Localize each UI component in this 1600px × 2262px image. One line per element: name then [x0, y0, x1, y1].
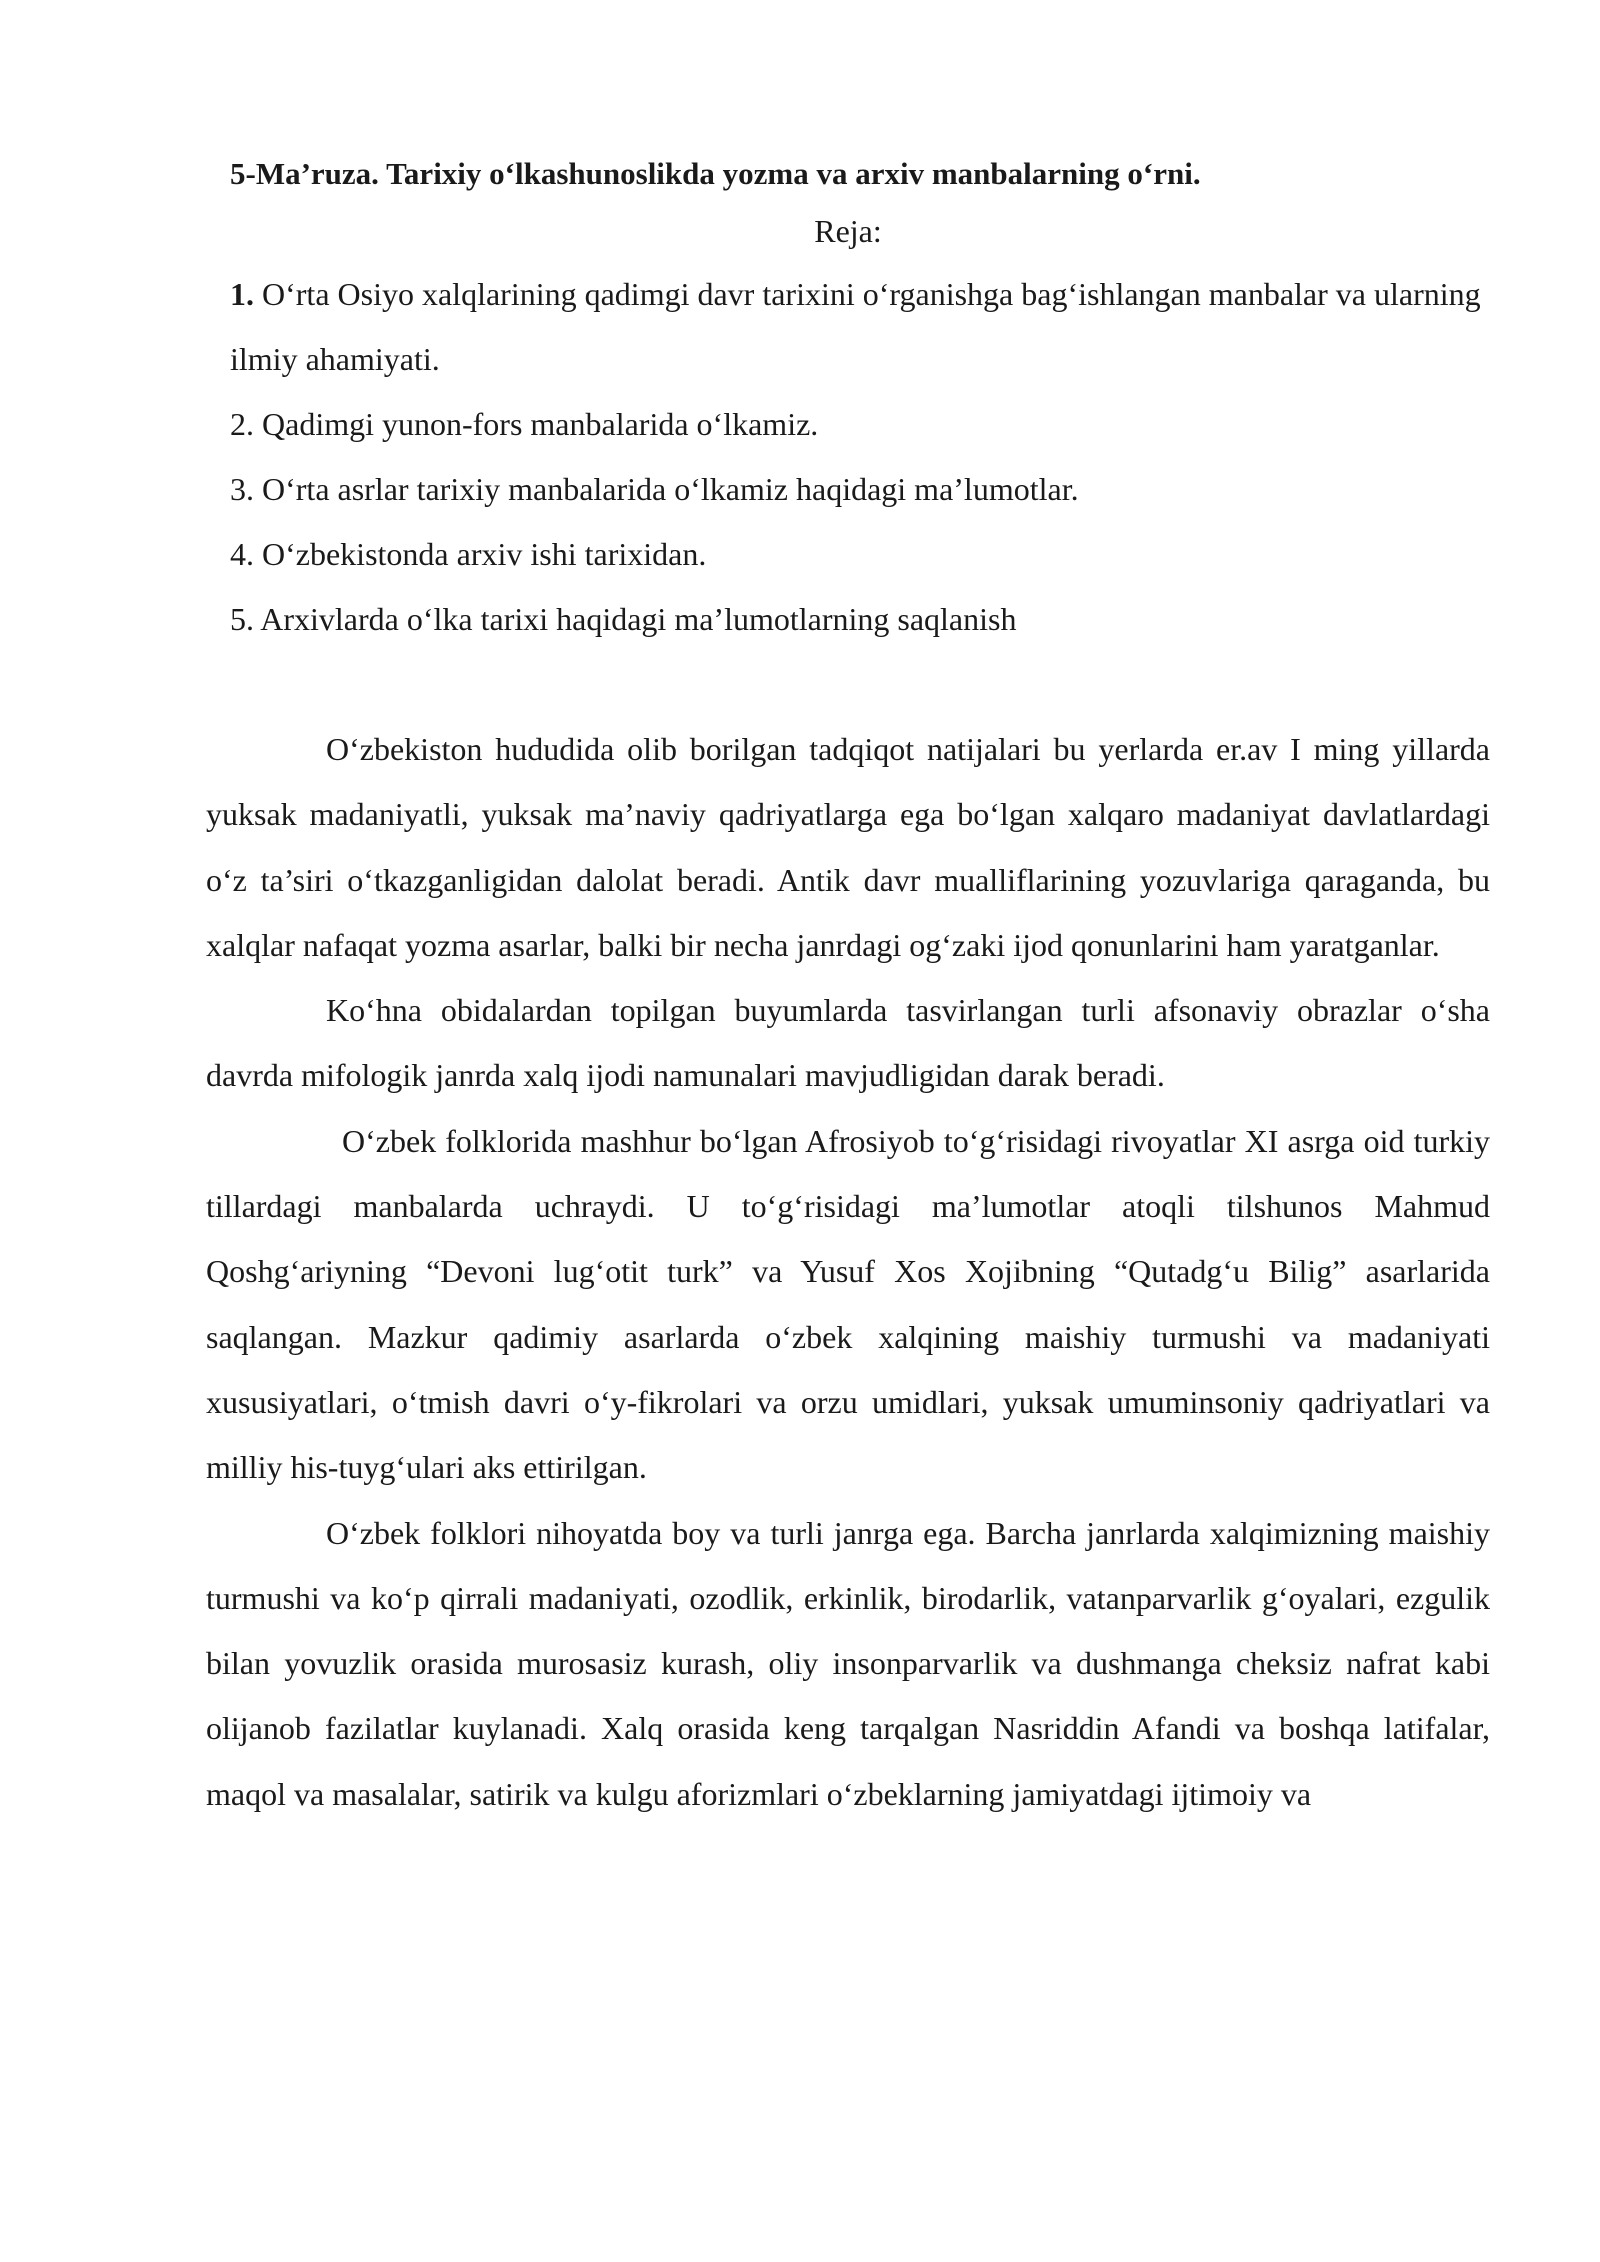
plan-item: [230, 457, 1490, 522]
plan-item-text: O‘rta Osiyo xalqlarining qadimgi davr tarixini o‘rganishga bag‘ishlangan manbalar va ularning ilmiy ahamiyati.: [230, 276, 1481, 377]
plan-item: [230, 522, 1490, 587]
body-paragraph: O‘zbekiston hududida olib borilgan tadqiqot natijalari bu yerlarda er.av I ming yillarda yuksak madaniyatli, yuksak ma’naviy qadriyatlarga ega bo‘lgan xalqaro madaniyat davlatlardagi o‘z ta’siri o‘tkazganligidan dalolat beradi. Antik davr mualliflarining yozuvlariga qaraganda, bu xalqlar nafaqat yozma asarlar, balki bir necha janrdagi og‘zaki ijod qonunlarini ham yaratganlar.: [206, 731, 1490, 963]
plan-item-text: O‘rta asrlar tarixiy manbalarida o‘lkamiz haqidagi ma’lumotlar.: [254, 471, 1079, 507]
body-paragraph: O‘zbek folklorida mashhur bo‘lgan Afrosiyob to‘g‘risidagi rivoyatlar XI asrga oid turkiy tillardagi manbalarda uchraydi. U to‘g‘risidagi ma’lumotlar atoqli tilshunos Mahmud Qoshg‘ariyning “Devoni lug‘otit turk” va Yusuf Xos Xojibning “Qutadg‘u Bilig” asarlarida saqlangan. Mazkur qadimiy asarlarda o‘zbek xalqining maishiy turmushi va madaniyati xususiyatlari, o‘tmish davri o‘y-fikrolari va orzu umidlari, yuksak umuminsoniy qadriyatlari va milliy his-tuyg‘ulari aks ettirilgan.: [206, 1122, 1490, 1486]
lecture-title: 5-Ma’ruza. Tarixiy o‘lkashunoslikda yozma va arxiv manbalarning o‘rni.: [230, 156, 1201, 191]
plan-item-text: Arxivlarda o‘lka tarixi haqidagi ma’lumotlarning saqlanish: [254, 601, 1017, 637]
plan-item-number: 4.: [230, 536, 254, 572]
plan-item-number: 2.: [230, 406, 254, 442]
section-gap: [206, 652, 1490, 717]
plan-item: [230, 587, 1490, 652]
body-paragraph: Ko‘hna obidalardan topilgan buyumlarda tasvirlangan turli afsonaviy obrazlar o‘sha davrda mifologik janrda xalq ijodi namunalari mavjudligidan darak beradi.: [206, 992, 1490, 1094]
plan-item-text: O‘zbekistonda arxiv ishi tarixidan.: [254, 536, 707, 572]
plan-item-number: 5.: [230, 601, 254, 637]
plan-item-number: 1.: [230, 276, 254, 312]
plan-list: [206, 262, 1490, 652]
plan-item-number: 3.: [230, 471, 254, 507]
document-body: [206, 148, 1490, 1827]
plan-heading: Reja:: [814, 213, 882, 249]
body-paragraph: O‘zbek folklori nihoyatda boy va turli janrga ega. Barcha janrlarda xalqimizning maishiy turmushi va ko‘p qirrali madaniyati, ozodlik, erkinlik, birodarlik, vatanparvarlik g‘oyalari, ezgulik bilan yovuzlik orasida murosasiz kurash, oliy insonparvarlik va dushmanga cheksiz nafrat kabi olijanob fazilatlar kuylanadi. Xalq orasida keng tarqalgan Nasriddin Afandi va boshqa latifalar, maqol va masalalar, satirik va kulgu aforizmlari o‘zbeklarning jamiyatdagi ijtimoiy va: [206, 1514, 1490, 1812]
plan-item: [230, 392, 1490, 457]
plan-item: [230, 262, 1490, 392]
plan-item-text: Qadimgi yunon-fors manbalarida o‘lkamiz.: [254, 406, 819, 442]
